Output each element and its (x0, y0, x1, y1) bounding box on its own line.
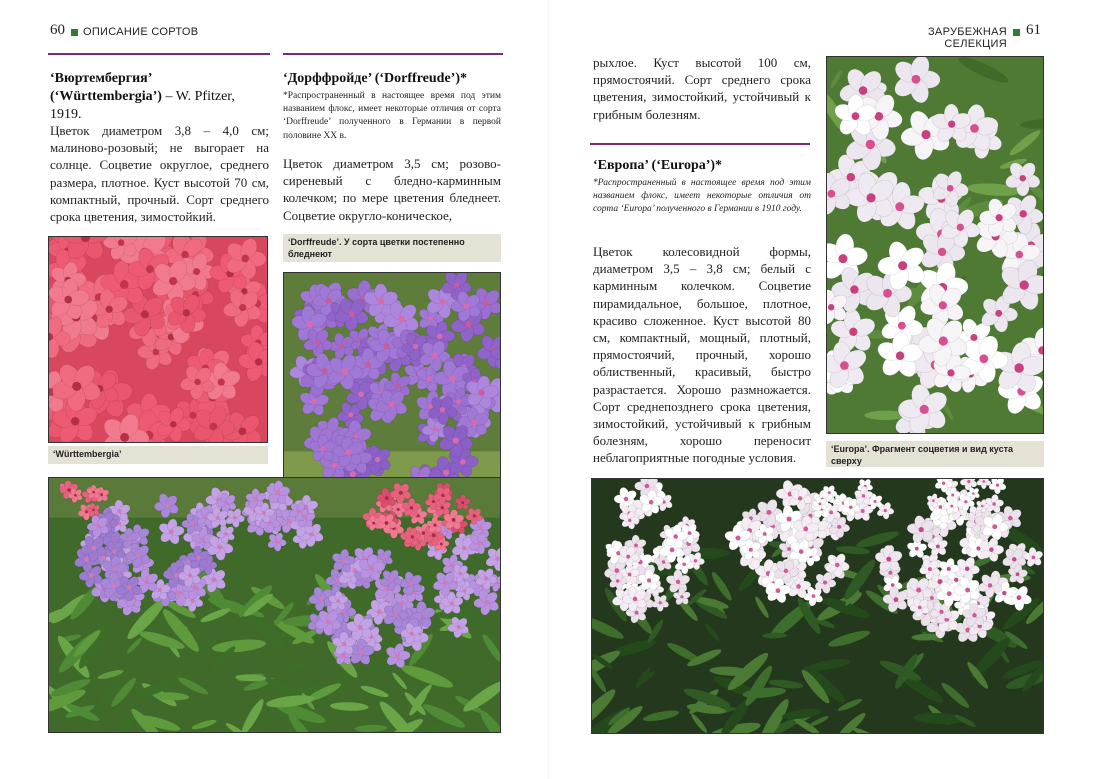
wurttembergia-title (50, 70, 270, 124)
europa-note: *Распространенный в настоящее время под этим названием флокс, имеет некоторые отличия от сорта ‘Europa’ полученного в Германии в 1910 году. (593, 178, 811, 215)
right-section-square-icon (1013, 29, 1020, 36)
wurttembergia-latin-name: (‘Württembergia’) (50, 89, 162, 104)
dorffreude-rule (283, 53, 503, 55)
europa-bush-photo (591, 478, 1044, 734)
wurttembergia-author: – W. Pfitzer, (161, 89, 235, 104)
dorffreude-photo (283, 272, 501, 504)
garden-phlox-photo (48, 477, 501, 733)
wurttembergia-rule (48, 53, 270, 55)
wurttembergia-year: 1919. (50, 107, 82, 122)
dorffreude-note: *Распространенный в настоящее время под этим названием флокс, имеет некоторые отличия от сорта ‘Dorffreude’ полученного в Германии в первой половине XX в. (283, 91, 501, 141)
dorffreude-description: Цветок диаметром 3,5 см; розово-сиреневый с бледно-карминным колечком; по мере цветения бледнеет. Соцветие округло-коническое, (283, 156, 501, 223)
dorffreude-caption: ‘Dorffreude’. У сорта цветки постепенно бледнеют (283, 234, 501, 262)
wurttembergia-title-line2 (50, 88, 270, 106)
left-section-title: ОПИСАНИЕ СОРТОВ (83, 26, 199, 38)
left-page-number: 60 (50, 22, 65, 38)
photo-overlap-spacer (282, 476, 502, 506)
wurttembergia-description: Цветок диаметром 3,8 – 4,0 см; малиново-розовый; не выгорает на солнце. Соцветие округлое, среднего размера, плотное. Куст высотой 70 см, компактный, прочный. Сорт среднего срока цветения, зимостойкий. (50, 123, 269, 225)
dorffreude-description-continued: рыхлое. Куст высотой 100 см, прямостоячий. Сорт среднего срока цветения, зимостойкий, устойчивый к грибным болезням. (593, 55, 811, 122)
europa-caption: ‘Europa’. Фрагмент соцветия и вид куста сверху (826, 441, 1044, 467)
dorffreude-title: ‘Дорффройде’ (‘Dorffreude’)* (283, 71, 467, 86)
wurttembergia-title-line1: ‘Вюртембергия’ (50, 71, 153, 86)
europa-title: ‘Европа’ (‘Europa’)* (593, 158, 723, 173)
europa-closeup-photo (826, 56, 1044, 434)
page-gutter (548, 0, 549, 779)
wurttembergia-caption: ‘Württembergia’ (48, 446, 268, 464)
wurttembergia-photo (48, 236, 268, 443)
europa-rule (590, 143, 810, 145)
europa-description: Цветок колесовидной формы, диаметром 3,5 – 3,8 см; белый с карминным колечком. Соцветие пирамидальное, большое, плотное, красиво сложенное. Куст высотой 80 см, компактный, мощный, плотный, прямостоячий, прочный, хорошо облиственный, красивый, быстро разрастается. Хорошо размножается. Сорт среднепозднего срока цветения, зимостойкий, устойчивый к грибным болезням, хорошо переносит неблагоприятные погодные условия. (593, 244, 811, 466)
right-section-title: ЗАРУБЕЖНАЯ СЕЛЕКЦИЯ (927, 26, 1007, 50)
left-section-square-icon (71, 29, 78, 36)
right-page-number: 61 (1026, 22, 1041, 38)
